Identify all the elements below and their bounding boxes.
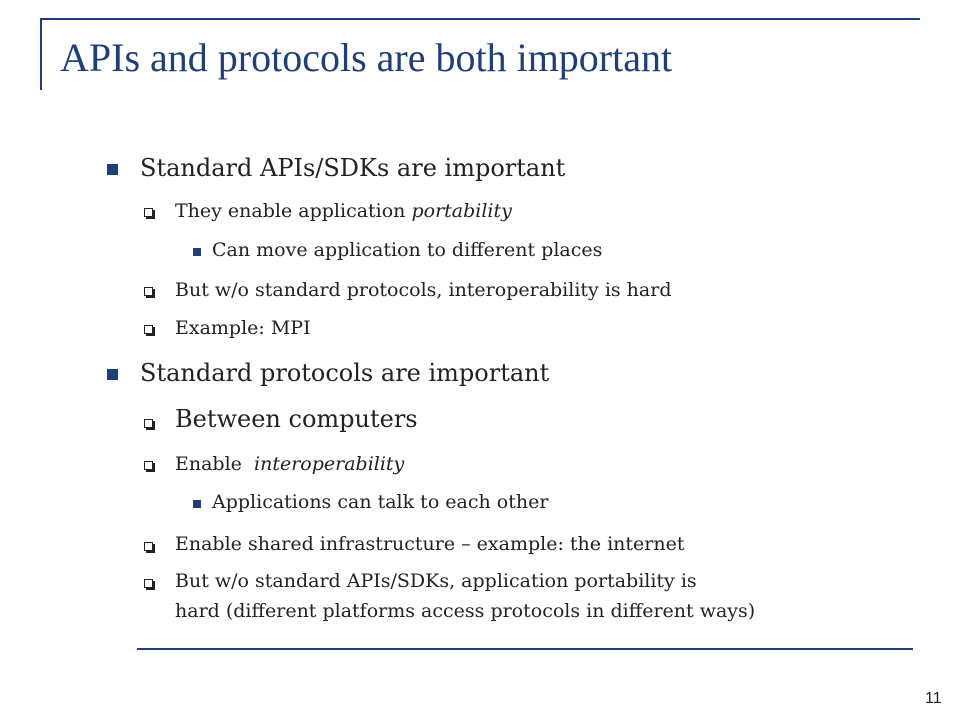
- bottom-rule: [137, 648, 913, 650]
- box-bullet-icon: [144, 461, 153, 470]
- box-bullet-icon: [144, 208, 153, 217]
- bullet-level1: Standard APIs/SDKs are important: [140, 154, 566, 182]
- bullet-text: They enable application: [175, 200, 412, 222]
- box-bullet-icon: [144, 579, 153, 588]
- square-bullet-icon: [107, 164, 118, 175]
- square-bullet-icon: [107, 369, 118, 380]
- square-bullet-icon: [193, 248, 201, 256]
- bullet-level3: Applications can talk to each other: [212, 491, 549, 513]
- box-bullet-icon: [144, 287, 153, 296]
- box-bullet-icon: [144, 325, 153, 334]
- bullet-text: Enable: [175, 453, 254, 475]
- box-bullet-icon: [144, 542, 153, 551]
- bullet-level2: [175, 453, 404, 475]
- bullet-level1: Standard protocols are important: [140, 359, 550, 387]
- bullet-level2: Example: MPI: [175, 317, 311, 339]
- box-bullet-icon: [144, 419, 153, 428]
- square-bullet-icon: [193, 500, 201, 508]
- bullet-level3: Can move application to different places: [212, 239, 603, 261]
- page-number: 11: [925, 690, 942, 707]
- bullet-emphasis: interoperability: [254, 453, 405, 475]
- slide-title: APIs and protocols are both important: [60, 35, 673, 80]
- bullet-level2: But w/o standard protocols, interoperability is hard: [175, 279, 672, 301]
- bullet-emphasis: portability: [411, 200, 512, 222]
- bullet-level2: But w/o standard APIs/SDKs, application portability is: [175, 570, 697, 592]
- bullet-level2-continuation: hard (different platforms access protocols in different ways): [175, 600, 756, 622]
- frame-left-rule: [40, 18, 42, 90]
- bullet-level2: Between computers: [175, 405, 418, 433]
- bullet-level2: Enable shared infrastructure – example: the internet: [175, 533, 685, 555]
- bullet-level2: [175, 200, 512, 222]
- frame-top-rule: [40, 18, 920, 20]
